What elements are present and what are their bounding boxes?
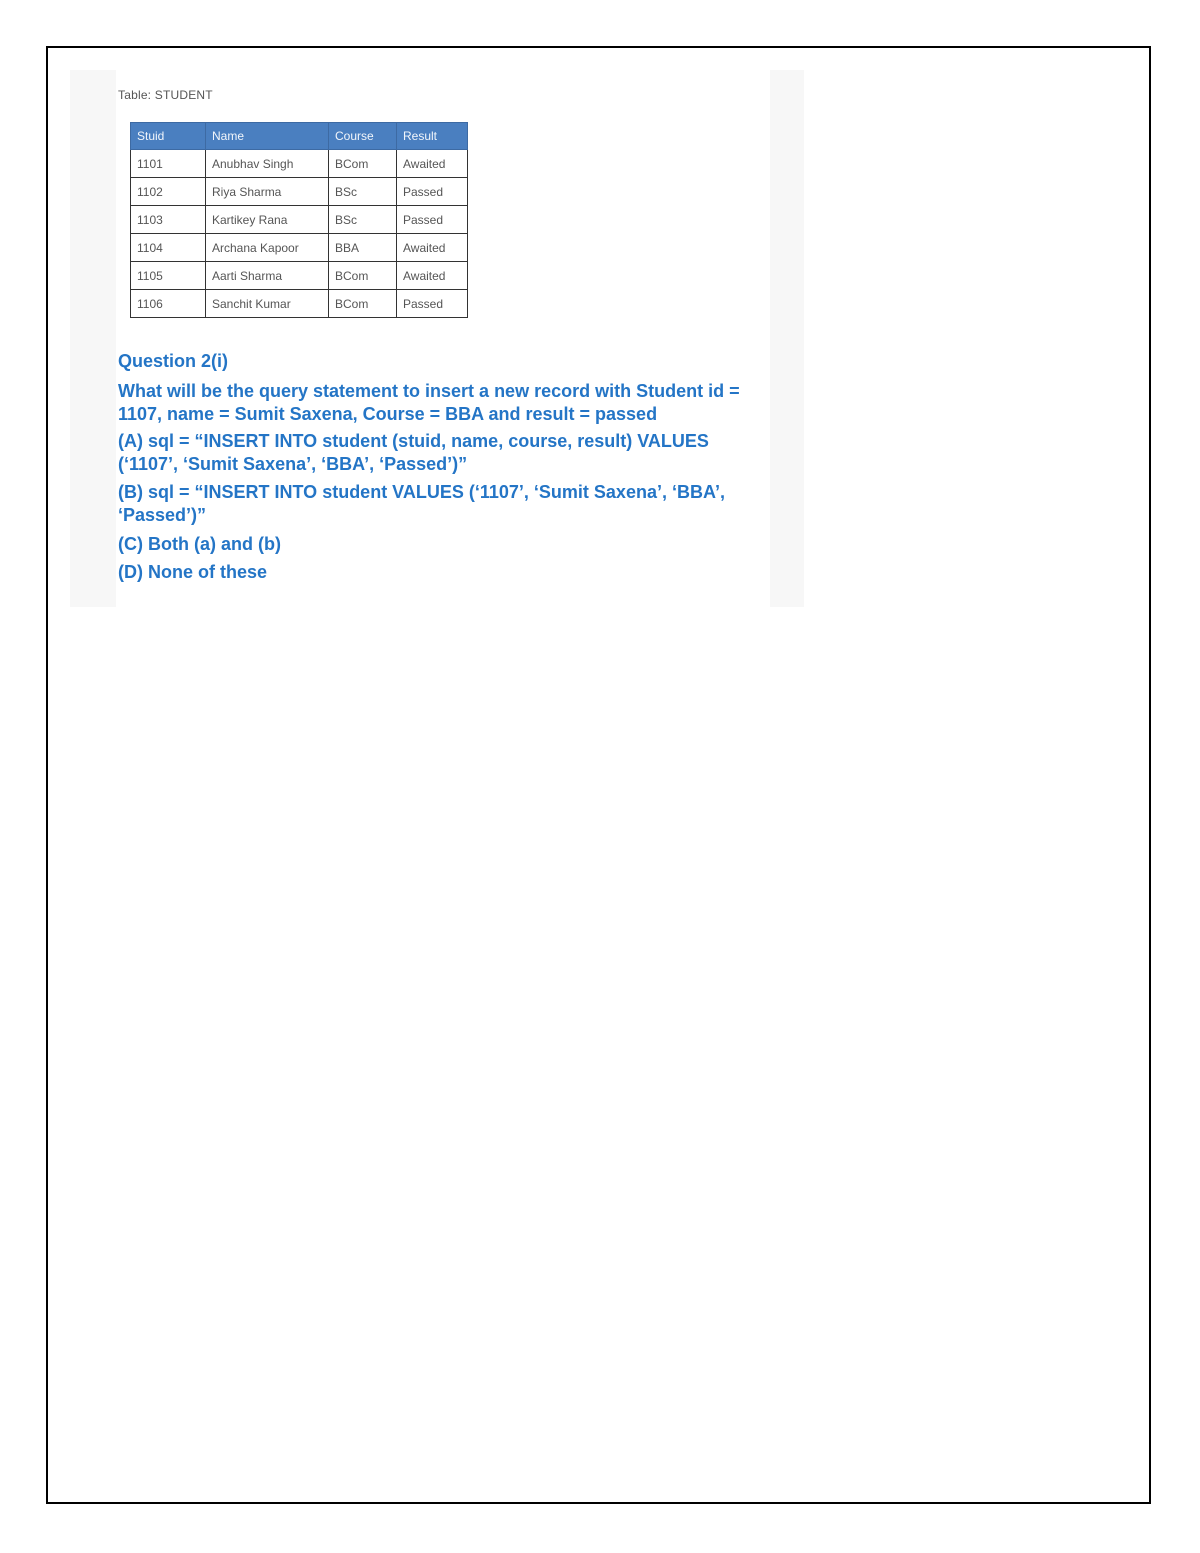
cell-result: Awaited: [397, 262, 468, 290]
option-d: (D) None of these: [118, 562, 268, 582]
cell-name: Sanchit Kumar: [206, 290, 329, 318]
cell-stuid: 1104: [131, 234, 206, 262]
option-c: (C) Both (a) and (b): [118, 534, 281, 554]
table-row: [131, 234, 468, 262]
cell-result: Passed: [397, 178, 468, 206]
column-header-stuid: Stuid: [131, 123, 206, 150]
cell-result: Passed: [397, 290, 468, 318]
cell-result: Passed: [397, 206, 468, 234]
column-header-result: Result: [397, 123, 468, 150]
cell-name: Kartikey Rana: [206, 206, 329, 234]
cell-course: BCom: [329, 150, 397, 178]
student-table: [130, 122, 468, 318]
cell-stuid: 1106: [131, 290, 206, 318]
cell-stuid: 1101: [131, 150, 206, 178]
table-header-row: [131, 123, 468, 150]
cell-result: Awaited: [397, 234, 468, 262]
cell-stuid: 1103: [131, 206, 206, 234]
option-b: (B) sql = “INSERT INTO student VALUES (‘1107’, ‘Sumit Saxena’, ‘BBA’, ‘Passed’)”: [118, 482, 725, 525]
column-header-name: Name: [206, 123, 329, 150]
cell-name: Aarti Sharma: [206, 262, 329, 290]
cell-result: Awaited: [397, 150, 468, 178]
cell-name: Riya Sharma: [206, 178, 329, 206]
cell-stuid: 1102: [131, 178, 206, 206]
cell-course: BBA: [329, 234, 397, 262]
question-number: Question 2(i): [118, 351, 229, 371]
option-a: (A) sql = “INSERT INTO student (stuid, name, course, result) VALUES (‘1107’, ‘Sumit Saxena’, ‘BBA’, ‘Passed’)”: [118, 431, 709, 474]
table-row: [131, 290, 468, 318]
table-row: [131, 262, 468, 290]
table-row: [131, 150, 468, 178]
cell-name: Anubhav Singh: [206, 150, 329, 178]
cell-stuid: 1105: [131, 262, 206, 290]
cell-name: Archana Kapoor: [206, 234, 329, 262]
table-caption: Table: STUDENT: [118, 88, 213, 102]
question-text: What will be the query statement to insert a new record with Student id = 1107, name = Sumit Saxena, Course = BBA and result = passed: [118, 381, 740, 424]
cell-course: BCom: [329, 290, 397, 318]
table-row: [131, 178, 468, 206]
cell-course: BSc: [329, 206, 397, 234]
table-row: [131, 206, 468, 234]
column-header-course: Course: [329, 123, 397, 150]
cell-course: BSc: [329, 178, 397, 206]
cell-course: BCom: [329, 262, 397, 290]
